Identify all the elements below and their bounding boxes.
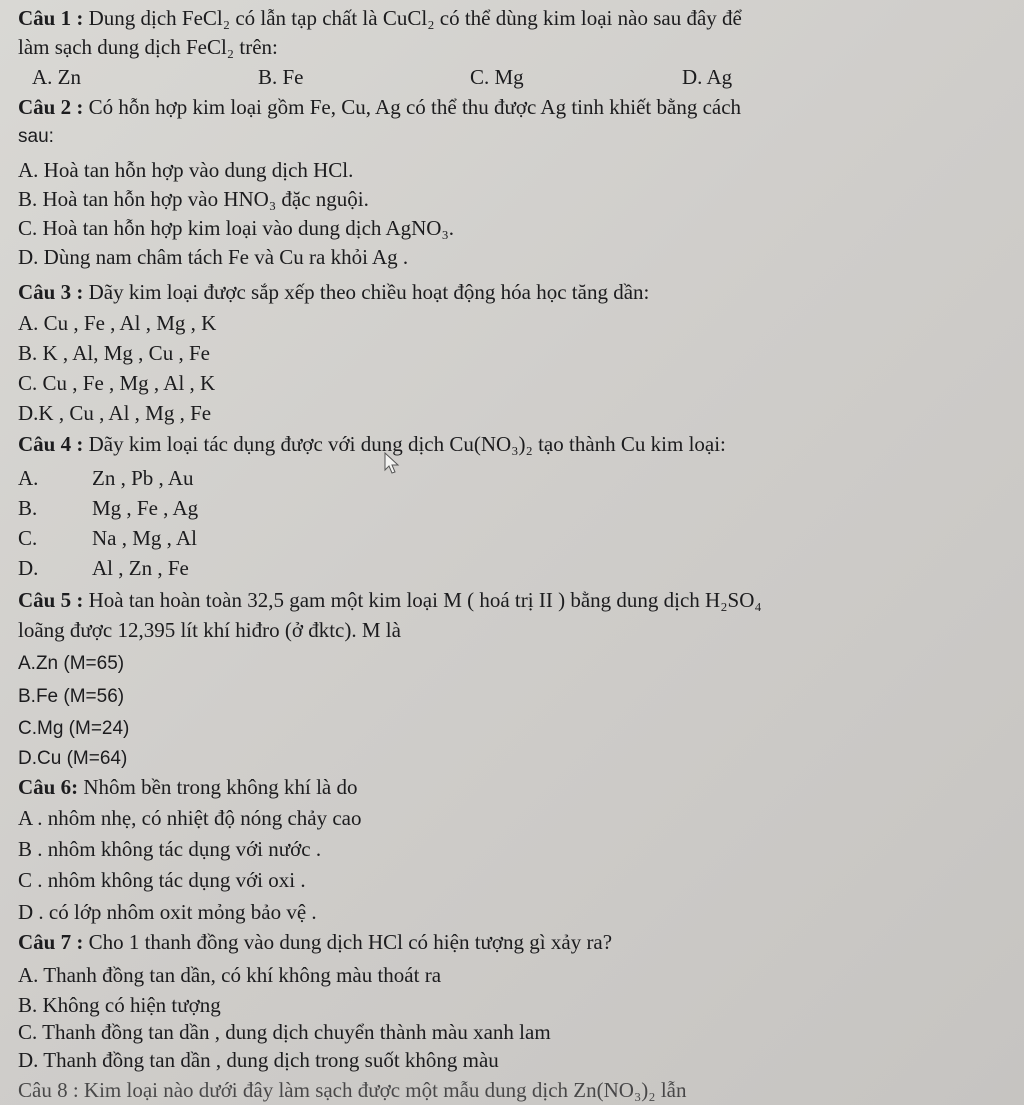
q4-option-d-letter: D. bbox=[18, 556, 39, 580]
q6-option-b: B . nhôm không tác dụng với nước . bbox=[18, 837, 322, 861]
q5-option-b: B.Fe (M=56) bbox=[18, 686, 125, 707]
question-6-line-1 bbox=[18, 773, 357, 801]
q1-option-a: A. Zn bbox=[32, 65, 81, 89]
q2-option-d: D. Dùng nam châm tách Fe và Cu ra khỏi Ag . bbox=[18, 245, 409, 269]
question-3-line-1 bbox=[18, 278, 649, 306]
question-4-label: Câu 4 : bbox=[18, 432, 84, 456]
q1-option-b: B. Fe bbox=[258, 65, 304, 89]
question-8-partial: Câu 8 : Kim loại nào dưới đây làm sạch được một mẫu dung dịch Zn(NO₃)₂ lẫn bbox=[18, 1078, 687, 1102]
q1-option-c: C. Mg bbox=[470, 65, 524, 89]
q3-option-c: C. Cu , Fe , Mg , Al , K bbox=[18, 371, 216, 395]
q6-option-d: D . có lớp nhôm oxit mỏng bảo vệ . bbox=[18, 900, 317, 924]
question-5-text: Hoà tan hoàn toàn 32,5 gam một kim loại M ( hoá trị II ) bằng dung dịch H₂SO₄ bbox=[88, 588, 762, 612]
mouse-pointer-icon bbox=[384, 452, 400, 476]
question-5-line-2: loãng được 12,395 lít khí hiđro (ở đktc). M là bbox=[18, 618, 401, 642]
q6-option-c: C . nhôm không tác dụng với oxi . bbox=[18, 868, 306, 892]
question-1-line-2: làm sạch dung dịch FeCl₂ trên: bbox=[18, 35, 278, 59]
question-1-text: Dung dịch FeCl₂ có lẫn tạp chất là CuCl₂ có thể dùng kim loại nào sau đây để bbox=[88, 6, 742, 30]
q6-option-a: A . nhôm nhẹ, có nhiệt độ nóng chảy cao bbox=[18, 806, 362, 830]
q4-option-b-letter: B. bbox=[18, 496, 38, 520]
q3-option-b: B. K , Al, Mg , Cu , Fe bbox=[18, 341, 210, 365]
q4-option-b-text: Mg , Fe , Ag bbox=[92, 496, 199, 520]
question-3-label: Câu 3 : bbox=[18, 280, 84, 304]
question-2-text: Có hỗn hợp kim loại gồm Fe, Cu, Ag có thể thu được Ag tinh khiết bằng cách bbox=[88, 95, 742, 119]
q5-option-d: D.Cu (M=64) bbox=[18, 748, 128, 769]
question-3-text: Dãy kim loại được sắp xếp theo chiều hoạt động hóa học tăng dần: bbox=[88, 280, 650, 304]
q7-option-d: D. Thanh đồng tan dần , dung dịch trong suốt không màu bbox=[18, 1048, 499, 1072]
question-1-label: Câu 1 : bbox=[18, 6, 84, 30]
question-1-line-1 bbox=[18, 4, 742, 32]
q7-option-c: C. Thanh đồng tan dần , dung dịch chuyển thành màu xanh lam bbox=[18, 1020, 551, 1044]
q7-option-b: B. Không có hiện tượng bbox=[18, 993, 221, 1017]
q4-option-c-letter: C. bbox=[18, 526, 38, 550]
q5-option-c: C.Mg (M=24) bbox=[18, 718, 130, 739]
q4-option-a bbox=[18, 464, 194, 492]
question-7-line-1 bbox=[18, 928, 612, 956]
q4-option-b bbox=[18, 494, 198, 522]
question-2-line-2: sau: bbox=[18, 126, 54, 147]
question-4-line-1 bbox=[18, 430, 726, 458]
q4-option-a-text: Zn , Pb , Au bbox=[92, 466, 194, 490]
question-7-label: Câu 7 : bbox=[18, 930, 84, 954]
question-5-line-1 bbox=[18, 586, 762, 614]
question-5-label: Câu 5 : bbox=[18, 588, 84, 612]
q4-option-c-text: Na , Mg , Al bbox=[92, 526, 197, 550]
question-2-line-1 bbox=[18, 93, 741, 121]
q2-option-b: B. Hoà tan hỗn hợp vào HNO₃ đặc nguội. bbox=[18, 187, 369, 211]
q5-option-a: A.Zn (M=65) bbox=[18, 653, 125, 674]
q7-option-a: A. Thanh đồng tan dần, có khí không màu thoát ra bbox=[18, 963, 442, 987]
q1-option-d: D. Ag bbox=[682, 65, 733, 89]
question-4-text: Dãy kim loại tác dụng được với dung dịch Cu(NO₃)₂ tạo thành Cu kim loại: bbox=[88, 432, 726, 456]
q4-option-d-text: Al , Zn , Fe bbox=[92, 556, 189, 580]
q3-option-a: A. Cu , Fe , Al , Mg , K bbox=[18, 311, 217, 335]
question-6-text: Nhôm bền trong không khí là do bbox=[83, 775, 358, 799]
q3-option-d: D.K , Cu , Al , Mg , Fe bbox=[18, 401, 212, 425]
question-2-label: Câu 2 : bbox=[18, 95, 84, 119]
q4-option-d bbox=[18, 554, 189, 582]
question-7-text: Cho 1 thanh đồng vào dung dịch HCl có hiện tượng gì xảy ra? bbox=[88, 930, 613, 954]
q4-option-a-letter: A. bbox=[18, 466, 39, 490]
q2-option-c: C. Hoà tan hỗn hợp kim loại vào dung dịch AgNO₃. bbox=[18, 216, 455, 240]
q4-option-c bbox=[18, 524, 197, 552]
question-6-label: Câu 6: bbox=[18, 775, 79, 799]
q2-option-a: A. Hoà tan hỗn hợp vào dung dịch HCl. bbox=[18, 158, 354, 182]
